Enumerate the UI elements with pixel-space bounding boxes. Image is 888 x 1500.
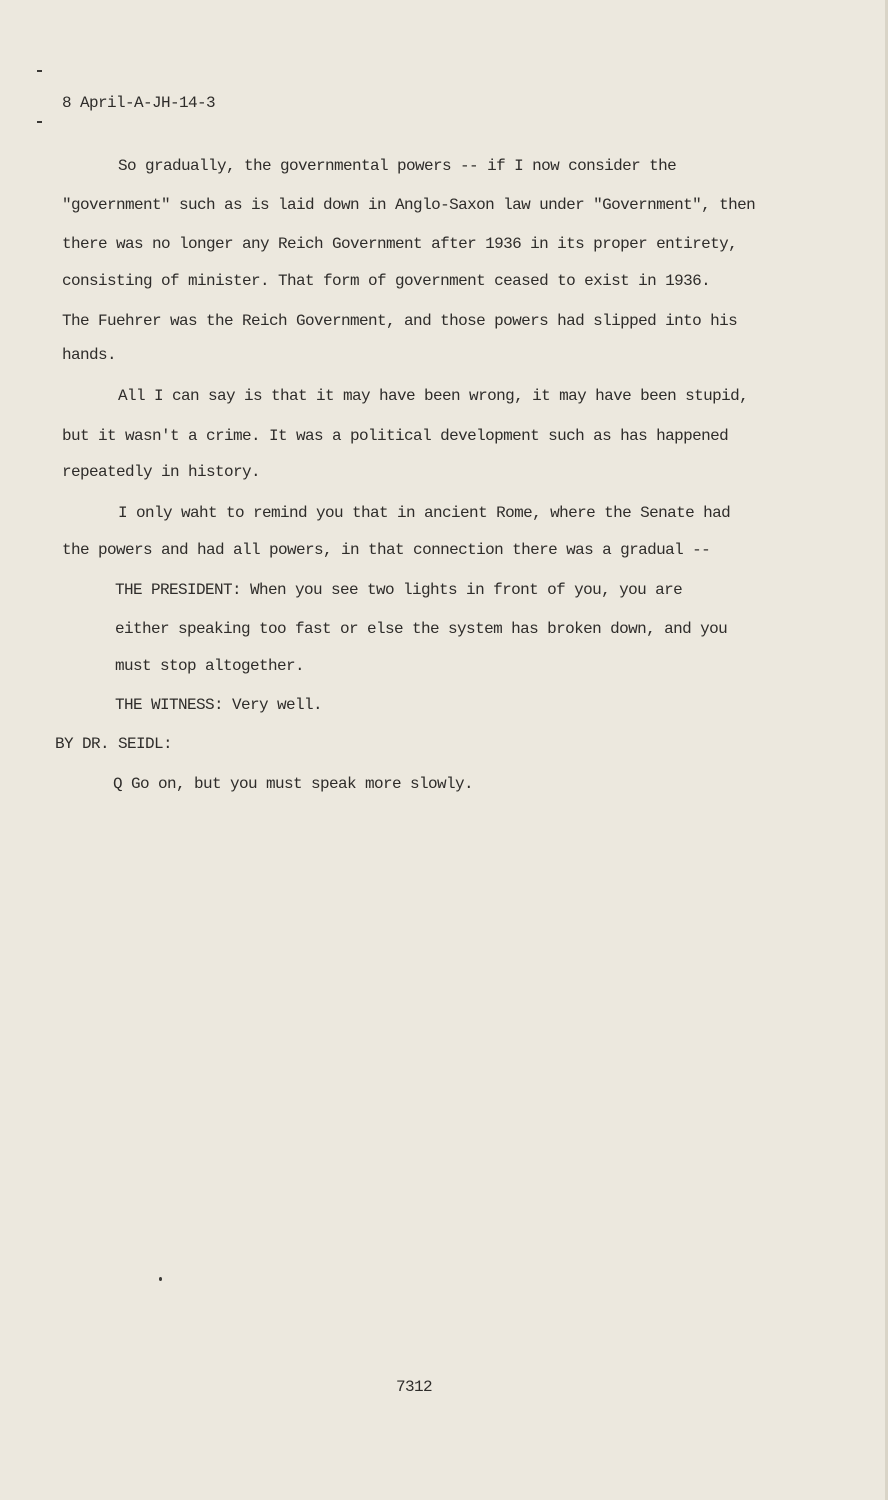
paragraph-line: "government" such as is laid down in Anglo-Saxon law under "Government", then xyxy=(62,196,756,214)
president-line: must stop altogether. xyxy=(115,657,305,675)
paragraph-line: the powers and had all powers, in that connection there was a gradual -- xyxy=(62,541,711,559)
paragraph-line: So gradually, the governmental powers -- if I now consider the xyxy=(118,157,677,175)
paragraph-line: The Fuehrer was the Reich Government, and those powers had slipped into his xyxy=(62,312,738,330)
margin-mark xyxy=(37,70,42,72)
president-line: either speaking too fast or else the system has broken down, and you xyxy=(115,620,728,638)
question-line: Q Go on, but you must speak more slowly. xyxy=(113,775,474,793)
president-line: THE PRESIDENT: When you see two lights in front of you, you are xyxy=(115,581,683,599)
paragraph-line: repeatedly in history. xyxy=(62,463,261,481)
paragraph-line: hands. xyxy=(62,346,117,364)
paragraph-line: consisting of minister. That form of government ceased to exist in 1936. xyxy=(62,272,711,290)
paragraph-line: but it wasn't a crime. It was a political development such as has happened xyxy=(62,427,729,445)
paragraph-line: All I can say is that it may have been wrong, it may have been stupid, xyxy=(118,387,749,405)
header-reference: 8 April-A-JH-14-3 xyxy=(62,94,216,112)
witness-line: THE WITNESS: Very well. xyxy=(115,696,323,714)
paragraph-line: there was no longer any Reich Government after 1936 in its proper entirety, xyxy=(62,235,738,253)
paragraph-line: I only waht to remind you that in ancient Rome, where the Senate had xyxy=(118,504,731,522)
examiner-heading: BY DR. SEIDL: xyxy=(55,735,173,753)
page-number: 7312 xyxy=(396,1378,433,1396)
margin-mark xyxy=(37,121,42,123)
stray-dot xyxy=(159,1277,162,1281)
